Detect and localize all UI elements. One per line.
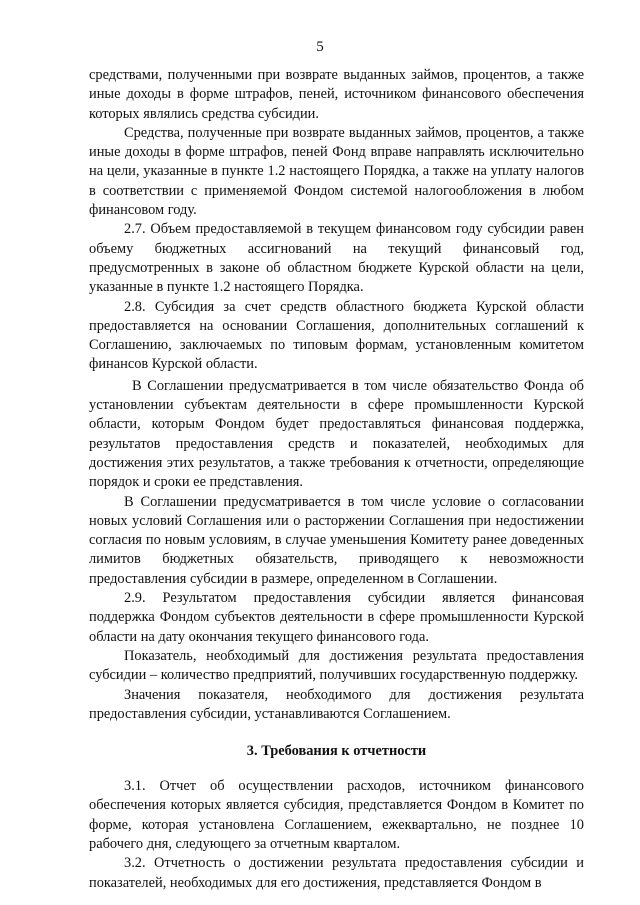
page-number: 5	[316, 39, 324, 55]
paragraph-2-8: 2.8. Субсидия за счет средств областного бюджета Курской области предоставляется на основании Соглашения, дополнительных соглашений к Соглашению, заключаемых по типовым формам, установленным комитетом финансов Курской области.	[89, 298, 584, 373]
paragraph-3-1: 3.1. Отчет об осуществлении расходов, источником финансового обеспечения которых является субсидия, представляется Фондом в Комитет по форме, которая установлена Соглашением, ежеквартально, не позднее 10 рабочего дня, следующего за отчетным кварталом.	[89, 778, 584, 852]
document-body	[89, 66, 584, 893]
paragraph-indicator-values: Значения показателя, необходимого для достижения результата предоставления субсидии, устанавливаются Соглашением.	[89, 686, 584, 722]
section-heading: 3. Требования к отчетности	[246, 743, 427, 760]
paragraph-agreement-obligation: В Соглашении предусматривается в том числе обязательство Фонда об установлении субъектам деятельности в сфере промышленности Курской области, которым Фондом будет предоставляться финансовая поддержка, результатов предоставления средств и показателей, необходимых для достижения этих результатов, а также требования к отчетности, определяющие порядок и сроки ее представления.	[89, 377, 584, 491]
paragraph-funds-usage: Средства, полученные при возврате выданных займов, процентов, а также иные доходы в форме штрафов, пеней Фонд вправе направлять исключительно на цели, указанные в пункте 1.2 настоящего Порядка, а также на уплату налогов в соответствии с применяемой Фондом системой налогообложения в любом финансовом году.	[89, 124, 584, 219]
paragraph-3-2: 3.2. Отчетность о достижении результата предоставления субсидии и показателей, необходимых для его достижения, представляется Фондом в	[89, 855, 584, 891]
paragraph-agreement-condition: В Соглашении предусматривается в том числе условие о согласовании новых условий Соглашения или о расторжении Соглашения при недостижении согласия по новым условиям, в случае уменьшения Комитету ранее доведенных лимитов бюджетных обязательств, приводящего к невозможности предоставления субсидии в размере, определенном в Соглашении.	[89, 493, 584, 587]
paragraph-2-9: 2.9. Результатом предоставления субсидии является финансовая поддержка Фондом субъектов деятельности в сфере промышленности Курской области на дату окончания текущего финансового года.	[89, 590, 584, 645]
paragraph-2-7: 2.7. Объем предоставляемой в текущем финансовом году субсидии равен объему бюджетных ассигнований на текущий финансовый год, предусмотренных в законе об областном бюджете Курской области на цели, указанные в пункте 1.2 настоящего Порядка.	[89, 221, 584, 296]
paragraph-indicator: Показатель, необходимый для достижения результата предоставления субсидии – количество предприятий, получивших государственную поддержку.	[89, 647, 584, 684]
paragraph-continuation: средствами, полученными при возврате выданных займов, процентов, а также иные доходы в форме штрафов, пеней, источником финансового обеспечения которых являлись средства субсидии.	[89, 67, 584, 122]
